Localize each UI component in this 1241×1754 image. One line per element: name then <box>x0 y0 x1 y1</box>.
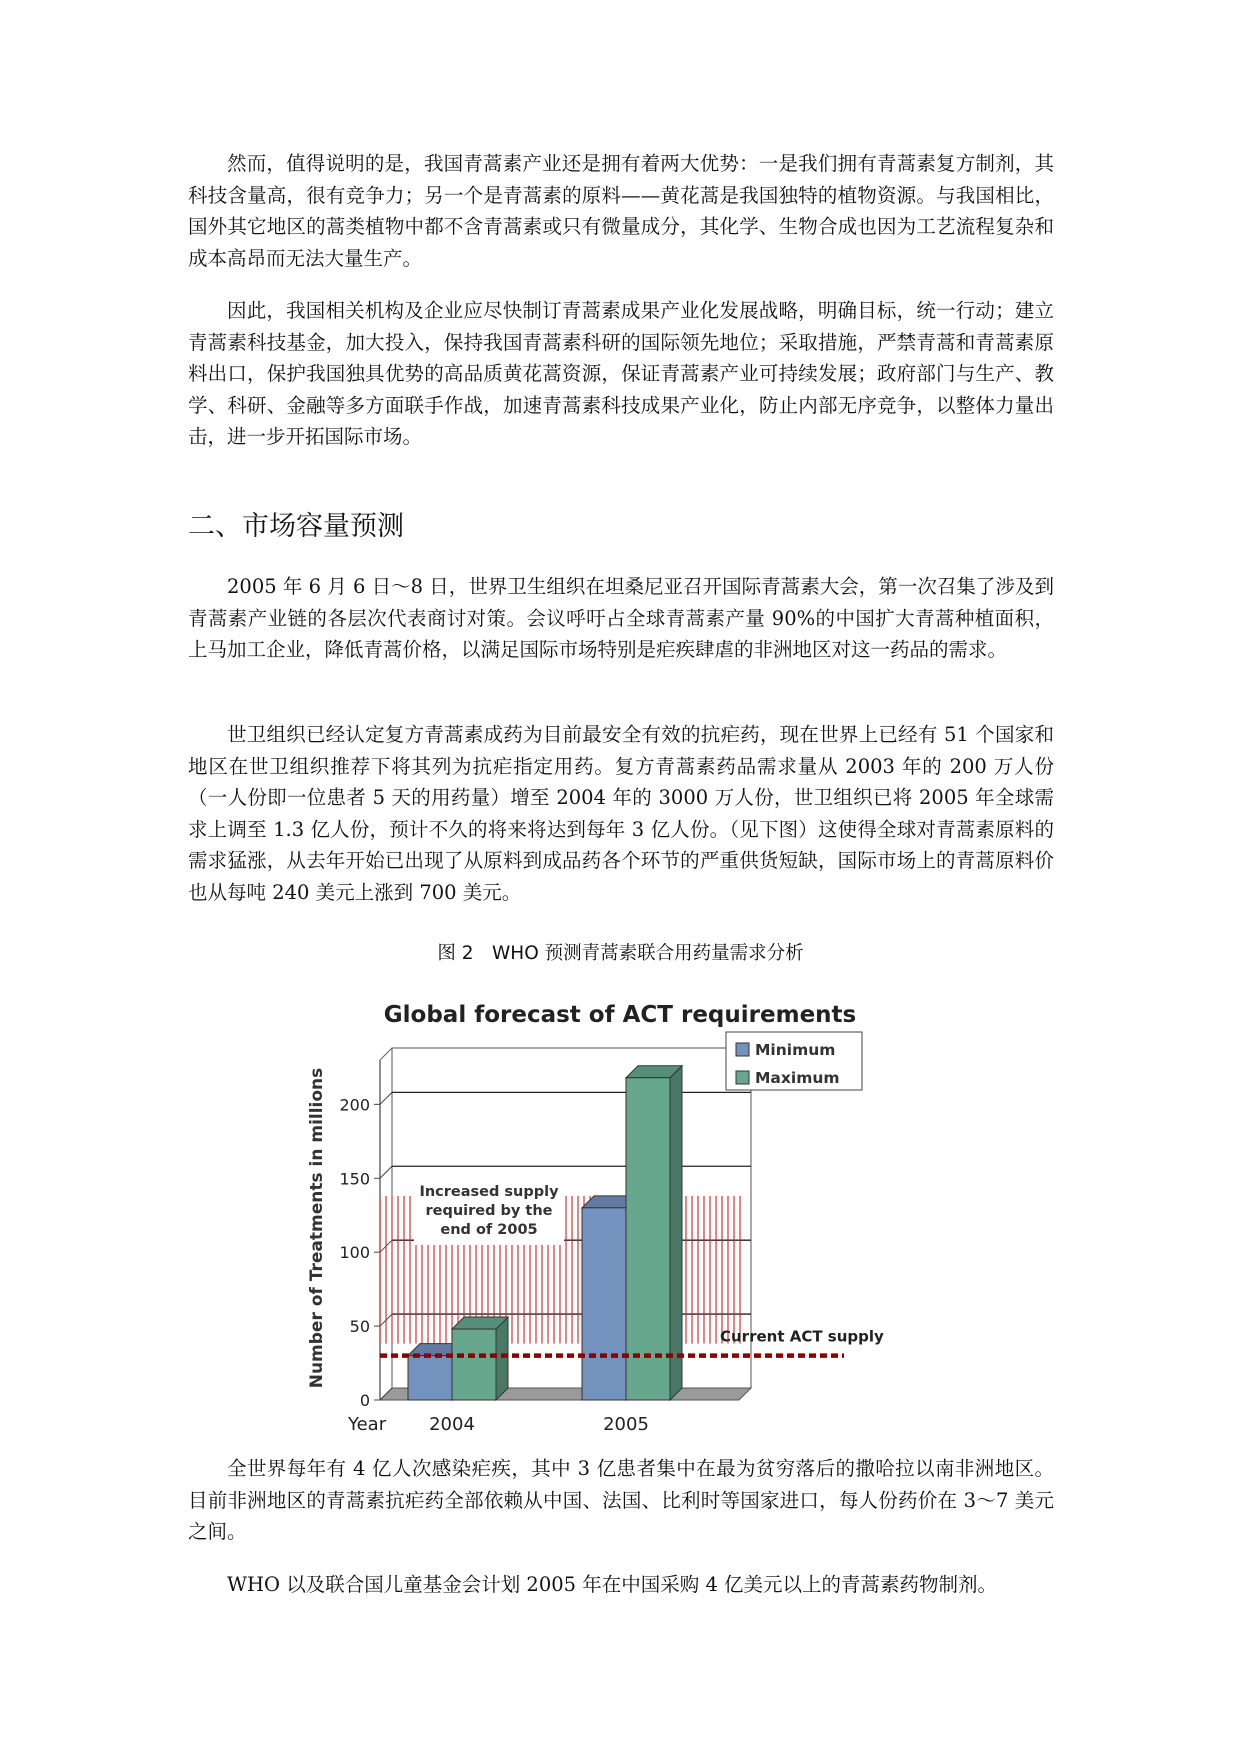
bar-minimum-2005 <box>582 1208 626 1400</box>
bar-maximum-2004-side <box>496 1317 508 1400</box>
bar-maximum-2005 <box>626 1078 670 1400</box>
x-tick-label-2005: 2005 <box>603 1414 649 1435</box>
current-supply-label: Current ACT supply <box>720 1327 884 1346</box>
gridline-depth <box>380 1166 392 1178</box>
y-tick-label: 150 <box>339 1169 370 1189</box>
paragraph-conference: 2005 年 6 月 6 日～8 日，世界卫生组织在坦桑尼亚召开国际青蒿素大会，第一次召集了涉及到青蒿素产业链的各层次代表商讨对策。会议呼吁占全球青蒿素产量 90%的中国扩大青蒿种植面积，上马加工企业，降低青蒿价格，以满足国际市场特别是疟疾肆虐的非洲地区对这一药品的需求。 <box>188 575 1054 661</box>
paragraph-advantages: 然而，值得说明的是，我国青蒿素产业还是拥有着两大优势：一是我们拥有青蒿素复方制剂，其科技含量高，很有竞争力；另一个是青蒿素的原料——黄花蒿是我国独特的植物资源。与我国相比，国外其它地区的蒿类植物中都不含青蒿素或只有微量成分，其化学、生物合成也因为工艺流程复杂和成本高昂而无法大量生产。 <box>188 152 1054 270</box>
increased-supply-label: end of 2005 <box>440 1222 538 1238</box>
figure-caption: 图 2 WHO 预测青蒿素联合用药量需求分析 <box>437 943 804 964</box>
chart-title: Global forecast of ACT requirements <box>383 1002 857 1028</box>
y-axis-depth-line <box>380 1048 392 1060</box>
y-axis-label: Number of Treatments in millions <box>307 1067 327 1389</box>
legend-label-maximum: Maximum <box>755 1069 840 1087</box>
increased-supply-label: Increased supply <box>419 1184 559 1200</box>
paragraph-strategy: 因此，我国相关机构及企业应尽快制订青蒿素成果产业化发展战略，明确目标，统一行动；建立青蒿素科技基金，加大投入，保持我国青蒿素科研的国际领先地位；采取措施，严禁青蒿和青蒿素原料出口，保护我国独具优势的高品质黄花蒿资源，保证青蒿素产业可持续发展；政府部门与生产、教学、科研、金融等多方面联手作战，加速青蒿素科技成果产业化，防止内部无序竞争，以整体力量出击，进一步开拓国际市场。 <box>188 299 1054 448</box>
section-heading: 二、市场容量预测 <box>188 511 404 542</box>
x-tick-label-2004: 2004 <box>429 1414 475 1435</box>
legend-swatch-minimum <box>736 1043 749 1056</box>
y-tick-label: 100 <box>339 1243 370 1263</box>
bar-maximum-2005-side <box>670 1066 682 1400</box>
gridline-depth <box>380 1092 392 1104</box>
paragraph-who-demand: 世卫组织已经认定复方青蒿素成药为目前最安全有效的抗疟药，现在世界上已经有 51 个国家和地区在世卫组织推荐下将其列为抗疟指定用药。复方青蒿素药品需求量从 2003 年的 200 万人份（一人份即一位患者 5 天的用药量）增至 2004 年的 3000 万人份，世卫组织已将 2005 年全球需求上调至 1.3 亿人份，预计不久的将来将达到每年 3 亿人份。（见下图）这使得全球对青蒿素原料的需求猛涨，从去年开始已出现了从原料到成品药各个环节的严重供货短缺，国际市场上的青蒿原料价也从每吨 240 美元上涨到 700 美元。 <box>188 723 1054 904</box>
legend-label-minimum: Minimum <box>755 1041 836 1059</box>
y-tick-label: 0 <box>359 1391 370 1410</box>
act-forecast-chart <box>296 988 946 1435</box>
y-tick-label: 200 <box>339 1095 370 1115</box>
increased-supply-label: required by the <box>425 1203 553 1219</box>
legend-swatch-maximum <box>736 1071 749 1084</box>
bar-minimum-2004 <box>408 1356 452 1400</box>
paragraph-malaria-infections: 全世界每年有 4 亿人次感染疟疾，其中 3 亿患者集中在最为贫穷落后的撒哈拉以南非洲地区。目前非洲地区的青蒿素抗疟药全部依赖从中国、法国、比利时等国家进口，每人份药价在 3～7 美元之间。 <box>188 1457 1054 1543</box>
x-axis-prefix: Year <box>348 1414 387 1435</box>
paragraph-procurement: WHO 以及联合国儿童基金会计划 2005 年在中国采购 4 亿美元以上的青蒿素药物制剂。 <box>227 1573 998 1596</box>
y-tick-label: 50 <box>349 1317 370 1337</box>
bar-maximum-2004 <box>452 1329 496 1400</box>
